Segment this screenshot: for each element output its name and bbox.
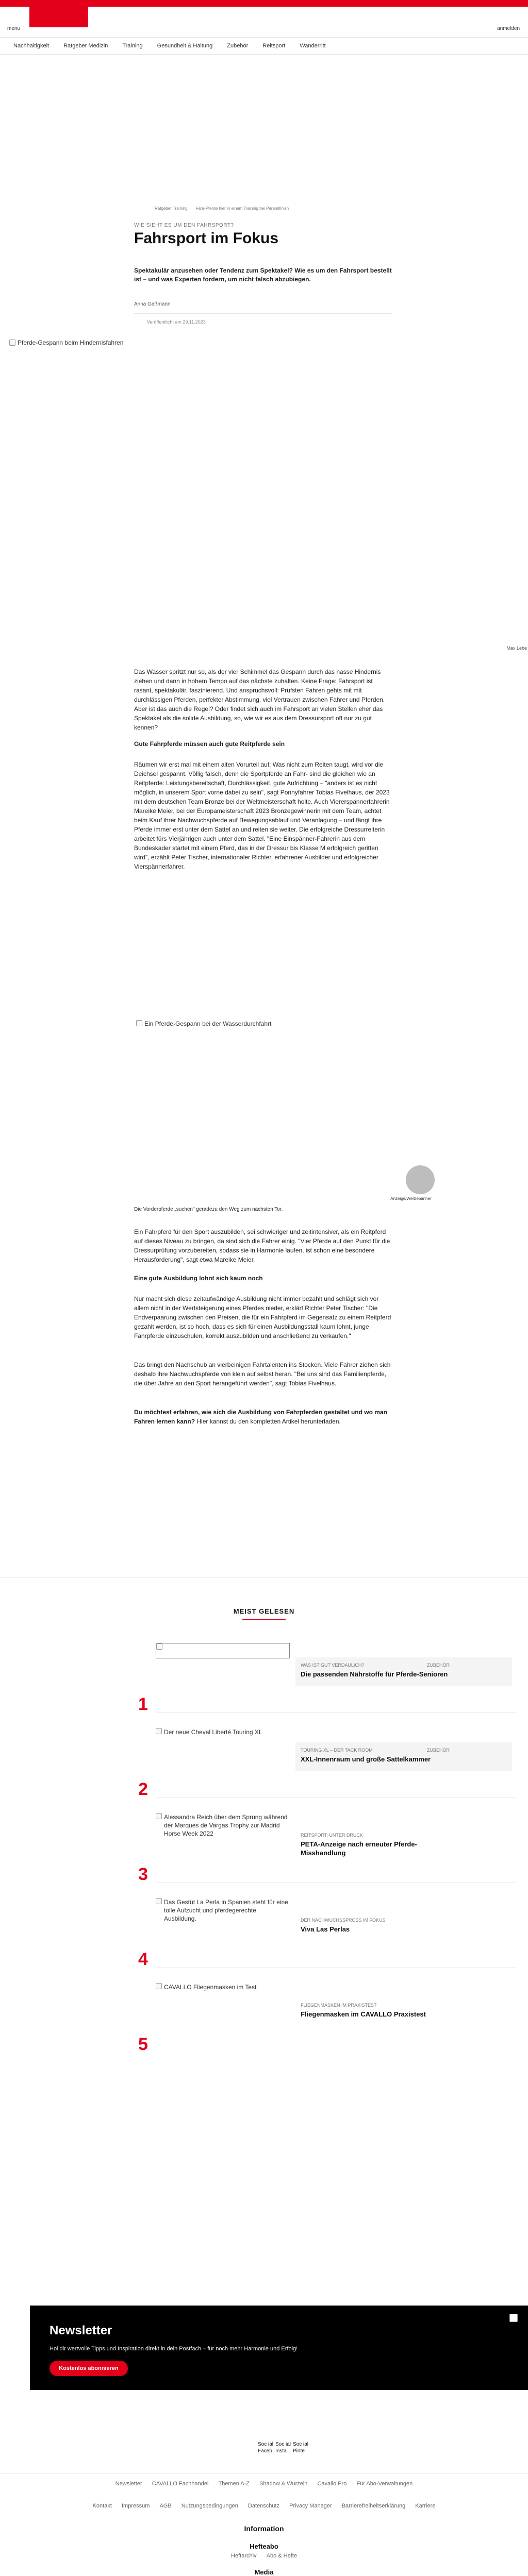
most-read-underline	[242, 1619, 286, 1620]
most-read-category[interactable]: ZUBEHÖR	[427, 1663, 450, 1668]
rank-number: 1	[138, 1694, 148, 1714]
hero-image	[9, 339, 123, 346]
nav-item-training[interactable]: Training	[122, 43, 143, 49]
most-read-title[interactable]: Viva Las Perlas	[301, 1925, 350, 1933]
most-read-image-alt: Der neue Cheval Liberté Touring XL	[164, 1728, 262, 1736]
hero-image-credit: Max Lebe	[506, 646, 527, 651]
footer-heading-media: Media	[254, 2568, 274, 2576]
rank-number: 2	[138, 1780, 148, 1799]
social-links	[258, 2441, 308, 2454]
footer-link[interactable]: Privacy Manager	[289, 2503, 332, 2509]
most-read-title[interactable]: XXL-Innenraum und große Sattelkammer	[301, 1755, 431, 1763]
section-heading	[134, 739, 392, 749]
facebook-icon[interactable]: Soc ial Faceb	[258, 2442, 274, 2454]
download-cta-bold: Du möchtest erfahren, wie sich die Ausbildung von Fahrpferden gestaltet und wo man Fahren lernen kann?	[134, 1409, 387, 1425]
breadcrumb	[155, 206, 289, 211]
author-name[interactable]: Anna Gaßmann	[134, 301, 171, 307]
most-read-heading: MEIST GELESEN	[233, 1607, 295, 1615]
footer-link[interactable]: Für Abo-Verwaltungen	[356, 2481, 413, 2487]
footer-link[interactable]: Themen A-Z	[218, 2481, 250, 2487]
nav-item-zubehoer[interactable]: Zubehör	[227, 43, 249, 49]
most-read-image[interactable]	[156, 1643, 290, 1658]
footer-link[interactable]: Abo & Hefte	[266, 2553, 297, 2559]
article-paragraph: Das Wasser spritzt nur so, als der vier Schimmel das Gespann durch das nasse Hindernis ziehen und dann in hohem Tempo auf das nächste zuhalten. Keine Frage: Fahrsport ist rasant, spektakulär, faszinierend. Und anspruchsvoll: Prüfsten Fahren gehts mit mit durchlässigen Pferden, perfekter Abstimmung, viel Vertrauen zwischen Fahrer und Pferden. Aber ist das auch die Regel? Oder findet sich auch im Fahrsport an vielen Stellen eher das Spektakel als die solide Ausbildung, so, wie wir es aus dem Dressursport oft nur zu gut kennen?	[134, 668, 385, 731]
nav-item-wanderritt[interactable]: Wanderritt	[300, 43, 326, 49]
most-read-item[interactable]	[138, 1811, 520, 1883]
footer-link[interactable]: Karriere	[415, 2503, 436, 2509]
menu-button[interactable]: menu	[7, 26, 21, 31]
most-read-kicker: TOURING XL – DER TACK ROOM	[301, 1748, 373, 1753]
footer-links-legal	[0, 2503, 528, 2509]
breadcrumb-item[interactable]: Fahr-Pferde hier in einem Training bei Paramifinish	[195, 206, 289, 211]
footer-link[interactable]: Newsletter	[115, 2481, 142, 2487]
image-caption: Die Vorderpferde „suchen" geradezu den Weg zum nächsten Tor.	[134, 1207, 283, 1212]
nav-item-ratgeber-medizin[interactable]: Ratgeber Medizin	[63, 43, 108, 49]
most-read-category[interactable]: ZUBEHÖR	[427, 1748, 450, 1753]
site-logo[interactable]	[29, 7, 88, 27]
broken-image-icon	[156, 1728, 162, 1734]
rank-number: 4	[138, 1950, 148, 1969]
footer-links-primary	[0, 2481, 528, 2487]
broken-image-icon	[9, 340, 15, 346]
most-read-item[interactable]	[138, 1981, 520, 2053]
broken-image-icon	[156, 1813, 162, 1819]
top-accent-bar	[0, 0, 528, 7]
nav-item-reitsport[interactable]: Reitsport	[262, 43, 286, 49]
download-cta-link[interactable]: Hier kannst du den kompletten Artikel herunterladen.	[195, 1418, 341, 1425]
footer-heading-abo: Hefteabo	[250, 2543, 278, 2550]
rank-number: 3	[138, 1865, 148, 1884]
most-read-kicker: WAS IST GUT VERDAULICH?	[301, 1663, 365, 1668]
footer-links-abo	[0, 2553, 528, 2559]
ad-badge-label: Anzeige/Werbebanner	[390, 1196, 432, 1201]
broken-image-icon	[136, 1020, 142, 1026]
publish-date: Veröffentlicht am 29.11.2023	[147, 319, 206, 325]
article-kicker: WIE SIEHT ES UM DEN FAHRSPORT?	[134, 223, 234, 228]
article-title: Fahrsport im Fokus	[134, 230, 279, 247]
instagram-icon[interactable]: Soc ial Insta	[275, 2442, 291, 2454]
article-image	[136, 1020, 271, 1027]
article-paragraph: Nur macht sich diese zeitaufwändige Ausbildung nicht immer bezahlt und schlägt sich vor allem nicht in der Wertsteigerung eines Pferdes nieder, erklärt Richter Peter Tischer: "Die Endverpaarung zwischen den Preisen, die für ein Fahrpferd im Gegensatz zu einem Reitpferd gezahlt werden, ist so hoch, dass es sich für einen Ausbildungsstall kaum lohnt, junge Fahrpferde einzuschulen, korrekt auszubilden und anschließend zu verkaufen."	[134, 1295, 391, 1340]
section-heading-text: Gute Fahrpferde müssen auch gute Reitpferde sein	[134, 740, 285, 748]
most-read-image[interactable]	[156, 1983, 290, 1991]
most-read-title[interactable]: Fliegenmasken im CAVALLO Praxistest	[301, 2010, 426, 2018]
footer-link[interactable]: Nutzungsbedingungen	[181, 2503, 238, 2509]
newsletter-box	[30, 2306, 528, 2390]
most-read-image-alt: Alessandra Reich über dem Sprung während der Marques de Vargas Trophy zur Madrid Horse Week 2022	[164, 1814, 288, 1837]
article-paragraph: Räumen wir erst mal mit einem alten Vorurteil auf: Was nicht zum Reiten taugt, wird vor die Deichsel gespannt. Völlig falsch, denn die Sportpferde an Fahr- sind die gleichen wie an Reitpferde: Leistungsbereitschaft, Durchlässigkeit, gute Aufrichtung – "anders ist es nicht möglich, in unserem Sport vorne dabei zu sein", sagt Ponnyfahrer Tobias Fivelhaus, der 2023 mit dem deutschen Team Bronze bei der Weltmeisterschaft holte. Auch Viererspännerfahrerin Mareike Meier, bei der Europameisterschaft 2023 Bronzegewinnerin mit dem Team, achtet beim Kauf ihrer Nachwuchspferde auf Bewegungsablauf und Veranlagung – und fängt ihre Pferde immer erst unter dem Sattel an und reiten sie weiter. Die erfolgreiche Dressurreiterin arbeitet fürs Vierjährigen auch unter dem Sattel. "Eine Einspänner-Fahrerin aus dem Bundeskader startet mit einem Pferd, das in der Dressur bis Klasse M erfolgreich geritten wird", erzählt Peter Tischer, internationaler Richter, erfahrener Ausbilder und erfolgreicher Vierspännerfahrer.	[134, 761, 390, 870]
footer-link[interactable]: Cavallo Pro	[317, 2481, 347, 2487]
article-paragraph: Ein Fahrpferd für den Sport auszubilden, sei schwieriger und zeitintensiver, als ein Reitpferd auf dieses Niveau zu bringen, da sind sich die Fahrer einig. "Vier Pferde auf den Punkt für die Dressurprüfung vorzubereiten, sodass sie in Harmonie laufen, ist schon eine besondere Herausforderung", sagt etwa Mareike Meier.	[134, 1228, 390, 1263]
section-heading	[134, 1274, 392, 1283]
most-read-image[interactable]	[156, 1728, 290, 1736]
most-read-item[interactable]	[138, 1726, 520, 1798]
newsletter-image	[509, 2314, 518, 2322]
broken-image-icon	[156, 1983, 162, 1989]
ad-badge[interactable]	[406, 1165, 435, 1194]
footer-link[interactable]: CAVALLO Fachhandel	[152, 2481, 209, 2487]
divider	[134, 313, 392, 314]
most-read-kicker: DER NACHWUCHSSPROSS IM FOKUS	[301, 1918, 386, 1923]
download-cta	[134, 1408, 392, 1426]
most-read-image[interactable]	[156, 1898, 290, 1923]
article-paragraph: Das bringt den Nachschub an vierbeinigen Fahrtalenten ins Stocken. Viele Fahrer ziehen sich deshalb ihre Nachwuchspferde von klein auf selbst heran. "Bei uns sind das Familienpferde, die über Jahre an den Sport herangeführt werden", sagt Tobias Fivelhaus.	[134, 1361, 391, 1387]
most-read-item[interactable]	[138, 1896, 520, 1968]
most-read-kicker: REITSPORT: UNTER DRUCK	[301, 1833, 363, 1838]
login-link[interactable]: anmelden	[497, 26, 520, 31]
rank-number: 5	[138, 2035, 148, 2054]
newsletter-title: Newsletter	[50, 2324, 112, 2337]
footer-link[interactable]: Datenschutz	[248, 2503, 280, 2509]
most-read-image-alt: CAVALLO Fliegenmasken im Test	[164, 1984, 257, 1991]
article-image-alt: Ein Pferde-Gespann bei der Wasserdurchfahrt	[144, 1020, 272, 1027]
most-read-item[interactable]	[138, 1641, 520, 1713]
nav-item-gesundheit-haltung[interactable]: Gesundheit & Haltung	[157, 43, 213, 49]
footer-link[interactable]: Kontakt	[92, 2503, 112, 2509]
article-teaser: Spektakulär anzusehen oder Tendenz zum Spektakel? Wie es um den Fahrsport bestellt ist – und was Experten fordern, um nicht falsch abzubiegen.	[134, 267, 392, 283]
pinterest-icon[interactable]: Soc ial Pinte	[293, 2442, 309, 2454]
footer-heading-information: Information	[244, 2524, 284, 2533]
hero-image-alt: Pferde-Gespann beim Hindernisfahren	[18, 339, 124, 346]
broken-image-icon	[156, 1643, 162, 1650]
most-read-kicker: FLIEGENMASKEN IM PRAXISTEST	[301, 2003, 377, 2008]
nav-item-nachhaltigkeit[interactable]: Nachhaltigkeit	[13, 43, 50, 49]
newsletter-subscribe-button[interactable]: Kostenlos abonnieren	[50, 2361, 128, 2376]
footer-link[interactable]: Impressum	[121, 2503, 150, 2509]
most-read-title[interactable]: PETA-Anzeige nach erneuter Pferde-Misshandlung	[301, 1840, 417, 1857]
footer-link[interactable]: AGB	[159, 2503, 172, 2509]
main-navigation	[0, 37, 528, 55]
newsletter-text: Hol dir wertvolle Tipps und Inspiration direkt in dein Postfach – für noch mehr Harmonie und Erfolg!	[50, 2346, 298, 2352]
broken-image-icon	[156, 1898, 162, 1904]
footer-link[interactable]: Shadow & Wurzeln	[259, 2481, 308, 2487]
breadcrumb-item[interactable]: Ratgeber Training	[155, 206, 188, 211]
most-read-image-alt: Das Gestüt La Perla in Spanien steht für eine tolle Aufzucht und pferdegerechte Ausbildung.	[164, 1899, 288, 1922]
footer-link[interactable]: Heftarchiv	[231, 2553, 257, 2559]
footer-link[interactable]: Barrierefreiheitserklärung	[341, 2503, 406, 2509]
section-heading-text: Eine gute Ausbildung lohnt sich kaum noch	[134, 1275, 263, 1282]
most-read-title[interactable]: Die passenden Nährstoffe für Pferde-Senioren	[301, 1670, 448, 1678]
most-read-image[interactable]	[156, 1813, 290, 1838]
